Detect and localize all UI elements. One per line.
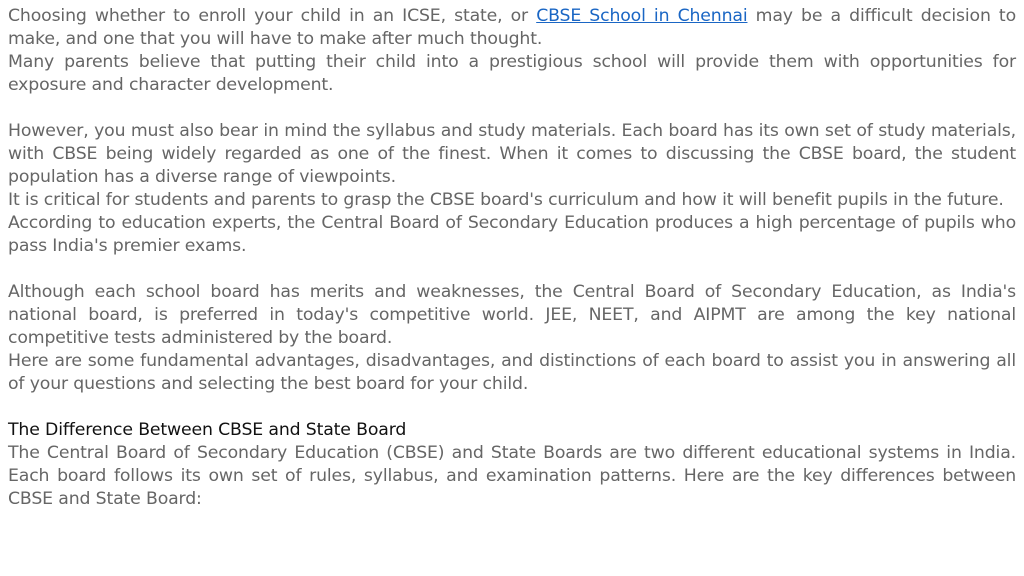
article-body xyxy=(8,5,1016,511)
cbse-school-chennai-link[interactable]: CBSE School in Chennai xyxy=(536,6,748,26)
paragraph-parents-belief: Many parents believe that putting their child into a prestigious school will provide them with opportunities for exposure and character development. xyxy=(8,52,1016,95)
paragraph-experts: According to education experts, the Central Board of Secondary Education produces a high percentage of pupils who pass India's premier exams. xyxy=(8,213,1016,256)
paragraph-curriculum: It is critical for students and parents to grasp the CBSE board's curriculum and how it will benefit pupils in the future. xyxy=(8,190,1004,210)
section-body: The Central Board of Secondary Education (CBSE) and State Boards are two different educational systems in India. Each board follows its own set of rules, syllabus, and examination patterns. Here are the key differences between CBSE and State Board: xyxy=(8,443,1016,509)
intro-text-after-link: may be a difficult decision to make, and one that you will have to make after much thought. xyxy=(8,6,1016,49)
paragraph-spacer xyxy=(8,396,1016,419)
paragraph-syllabus: However, you must also bear in mind the syllabus and study materials. Each board has its own set of study materials, with CBSE being widely regarded as one of the finest. When it comes to discussing the CBSE board, the student population has a diverse range of viewpoints. xyxy=(8,121,1016,187)
paragraph-spacer xyxy=(8,97,1016,120)
intro-text-before-link: Choosing whether to enroll your child in an ICSE, state, or xyxy=(8,6,537,26)
paragraph-spacer xyxy=(8,258,1016,281)
paragraph-advantages: Here are some fundamental advantages, disadvantages, and distinctions of each board to assist you in answering all of your questions and selecting the best board for your child. xyxy=(8,351,1016,394)
intro-paragraph xyxy=(8,5,1016,51)
section-heading: The Difference Between CBSE and State Board xyxy=(8,420,407,440)
paragraph-national-board: Although each school board has merits and weaknesses, the Central Board of Secondary Education, as India's national board, is preferred in today's competitive world. JEE, NEET, and AIPMT are among the key national competitive tests administered by the board. xyxy=(8,282,1016,348)
